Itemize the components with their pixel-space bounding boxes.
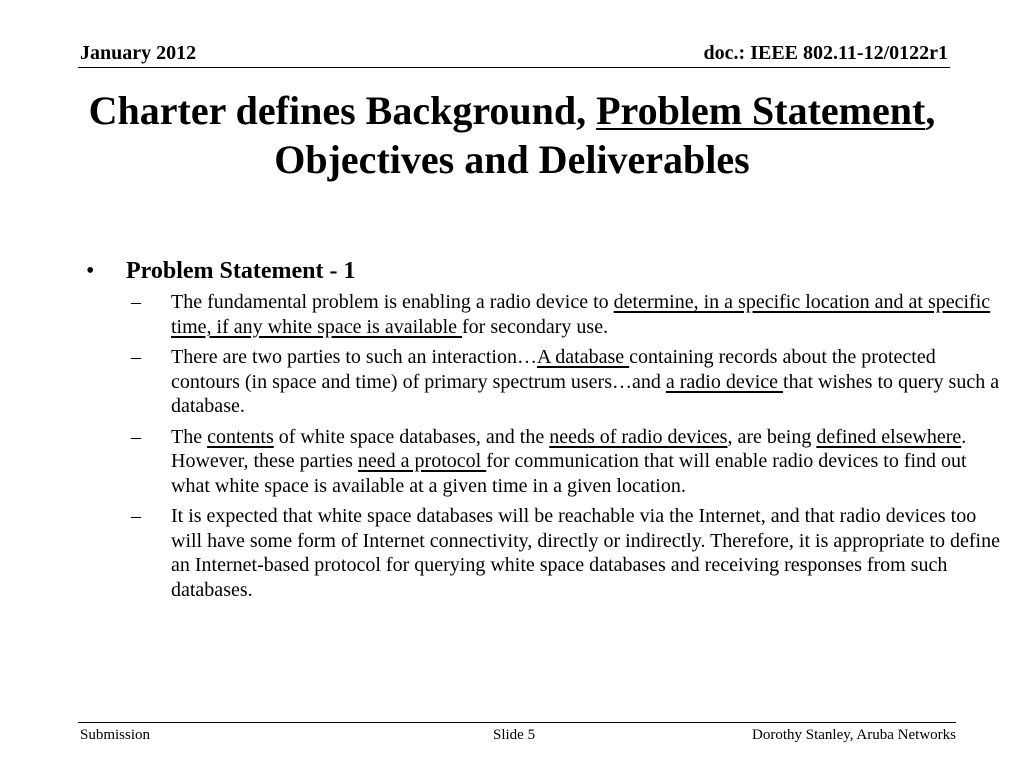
title-underlined: Problem Statement (596, 88, 926, 133)
underlined-phrase: defined elsewhere (816, 425, 962, 448)
header-doc-number: doc.: IEEE 802.11-12/0122r1 (703, 42, 948, 64)
underlined-phrase: need a protocol (357, 450, 487, 472)
text-segment: for secondary use. (462, 315, 609, 338)
sub-item-text (171, 425, 1006, 499)
header-date: January 2012 (80, 42, 197, 64)
sub-item-text (171, 504, 1006, 602)
bullet-heading: Problem Statement - 1 (126, 258, 356, 284)
underlined-phrase: determine, in a specific location and at specific time, if any white space is available (171, 291, 991, 338)
dash-icon: – (131, 346, 141, 368)
sub-item (131, 504, 1006, 602)
sub-item-text (171, 345, 1006, 419)
underlined-phrase: contents (207, 425, 274, 448)
text-segment: , are being (727, 425, 817, 448)
text-segment: containing records about the protected contours (in space and time) of primary spectrum users…and (171, 346, 936, 393)
sub-item (131, 425, 1006, 499)
text-segment: The fundamental problem is enabling a radio device to (171, 291, 614, 313)
underlined-phrase: A database (536, 346, 630, 368)
bullet-item (86, 256, 1006, 286)
slide-body (86, 256, 1006, 608)
dash-icon: – (131, 505, 141, 527)
text-segment: for communication that will enable radio devices to find out what white space is available at a given time in a given location. (171, 450, 967, 497)
sub-item (131, 290, 1006, 339)
text-segment: that wishes to query such a database. (171, 370, 1000, 417)
sub-item (131, 345, 1006, 419)
slide-title (60, 86, 964, 184)
sub-item-text (171, 290, 1006, 339)
text-segment: It is expected that white space databases will be reachable via the Internet, and that radio devices too will have some form of Internet connectivity, directly or indirectly. Therefore, it is appropriate to define an Internet-based protocol for querying white space databases and receiving responses from such databases. (171, 505, 1000, 601)
footer-rule (78, 722, 956, 723)
sub-item-list (86, 290, 1006, 602)
text-segment: . However, these parties (171, 425, 967, 472)
dash-icon: – (131, 425, 141, 448)
title-part-1: Charter defines Background, (88, 88, 597, 133)
text-segment: The (171, 425, 208, 448)
bullet-icon: • (86, 258, 95, 284)
text-segment: There are two parties to such an interaction… (171, 346, 537, 368)
footer-author: Dorothy Stanley, Aruba Networks (752, 727, 956, 743)
footer-submission: Submission (80, 727, 151, 743)
text-segment: of white space databases, and the (273, 425, 550, 448)
header-rule (78, 67, 950, 68)
title-part-3: , Objectives and Deliverables (274, 88, 936, 182)
dash-icon: – (131, 291, 141, 313)
underlined-phrase: needs of radio devices (549, 425, 728, 448)
underlined-phrase: a radio device (665, 370, 784, 393)
footer-slide-number: Slide 5 (493, 727, 536, 743)
